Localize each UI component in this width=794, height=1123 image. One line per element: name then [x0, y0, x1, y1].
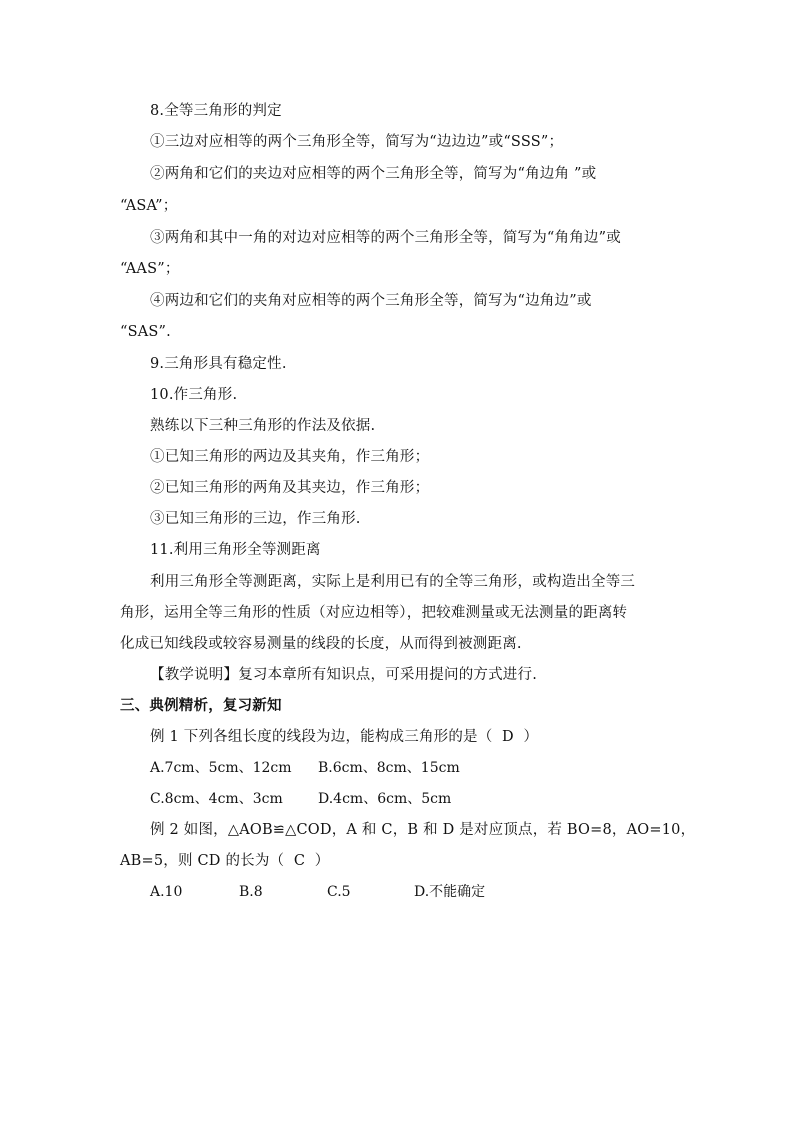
section-8-item-4-line-1: ④两边和它们的夹角对应相等的两个三角形全等，简写为“边角边”或: [150, 293, 592, 309]
section-8-item-4-line-2: “SAS”.: [120, 324, 171, 340]
example-1-option-a: A.7cm、5cm、12cm: [150, 760, 292, 776]
section-10-item-1: ①已知三角形的两边及其夹角，作三角形；: [150, 449, 430, 465]
section-8-item-2-line-2: “ASA”；: [120, 198, 178, 214]
section-9-title: 9.三角形具有稳定性.: [150, 356, 287, 372]
section-8-item-3-line-2: “AAS”；: [120, 261, 180, 277]
example-2-option-b: B.8: [239, 884, 263, 900]
section-11-para-line-3: 化成已知线段或较容易测量的线段的长度，从而得到被测距离.: [120, 636, 522, 652]
teaching-note: 【教学说明】复习本章所有知识点，可采用提问的方式进行.: [150, 667, 538, 683]
section-10-title: 10.作三角形.: [150, 387, 238, 403]
example-1-option-b: B.6cm、8cm、15cm: [318, 760, 460, 776]
example-2-option-a: A.10: [150, 884, 183, 900]
example-2-question-line-1: 例 2 如图，△AOB≌△COD，A 和 C，B 和 D 是对应顶点，若 BO=8，AO=10，: [150, 822, 696, 838]
section-11-title: 11.利用三角形全等测距离: [150, 542, 321, 558]
section-10-intro: 熟练以下三种三角形的作法及依据.: [150, 418, 376, 434]
section-10-item-2: ②已知三角形的两角及其夹边，作三角形；: [150, 480, 430, 496]
example-1-option-d: D.4cm、6cm、5cm: [318, 791, 452, 807]
example-1-question: 例 1 下列各组长度的线段为边，能构成三角形的是（ D ）: [150, 729, 539, 745]
example-2-option-d: D.不能确定: [414, 884, 486, 900]
section-8-title: 8.全等三角形的判定: [150, 103, 282, 119]
example-1-option-c: C.8cm、4cm、3cm: [150, 791, 283, 807]
part-3-heading: 三、典例精析，复习新知: [120, 697, 282, 714]
section-11-para-line-2: 角形，运用全等三角形的性质（对应边相等），把较难测量或无法测量的距离转: [120, 605, 628, 621]
example-2-option-c: C.5: [327, 884, 351, 900]
section-8-item-2-line-1: ②两角和它们的夹边对应相等的两个三角形全等，简写为“角边角 ”或: [150, 166, 597, 182]
example-2-question-line-2: AB=5，则 CD 的长为（ C ）: [120, 853, 330, 869]
section-8-item-3-line-1: ③两角和其中一角的对边对应相等的两个三角形全等，简写为“角角边”或: [150, 230, 621, 246]
section-8-item-1: ①三边对应相等的两个三角形全等，简写为“边边边”或“SSS”；: [150, 134, 564, 150]
section-10-item-3: ③已知三角形的三边，作三角形.: [150, 511, 361, 527]
section-11-para-line-1: 利用三角形全等测距离，实际上是利用已有的全等三角形，或构造出全等三: [150, 574, 636, 590]
